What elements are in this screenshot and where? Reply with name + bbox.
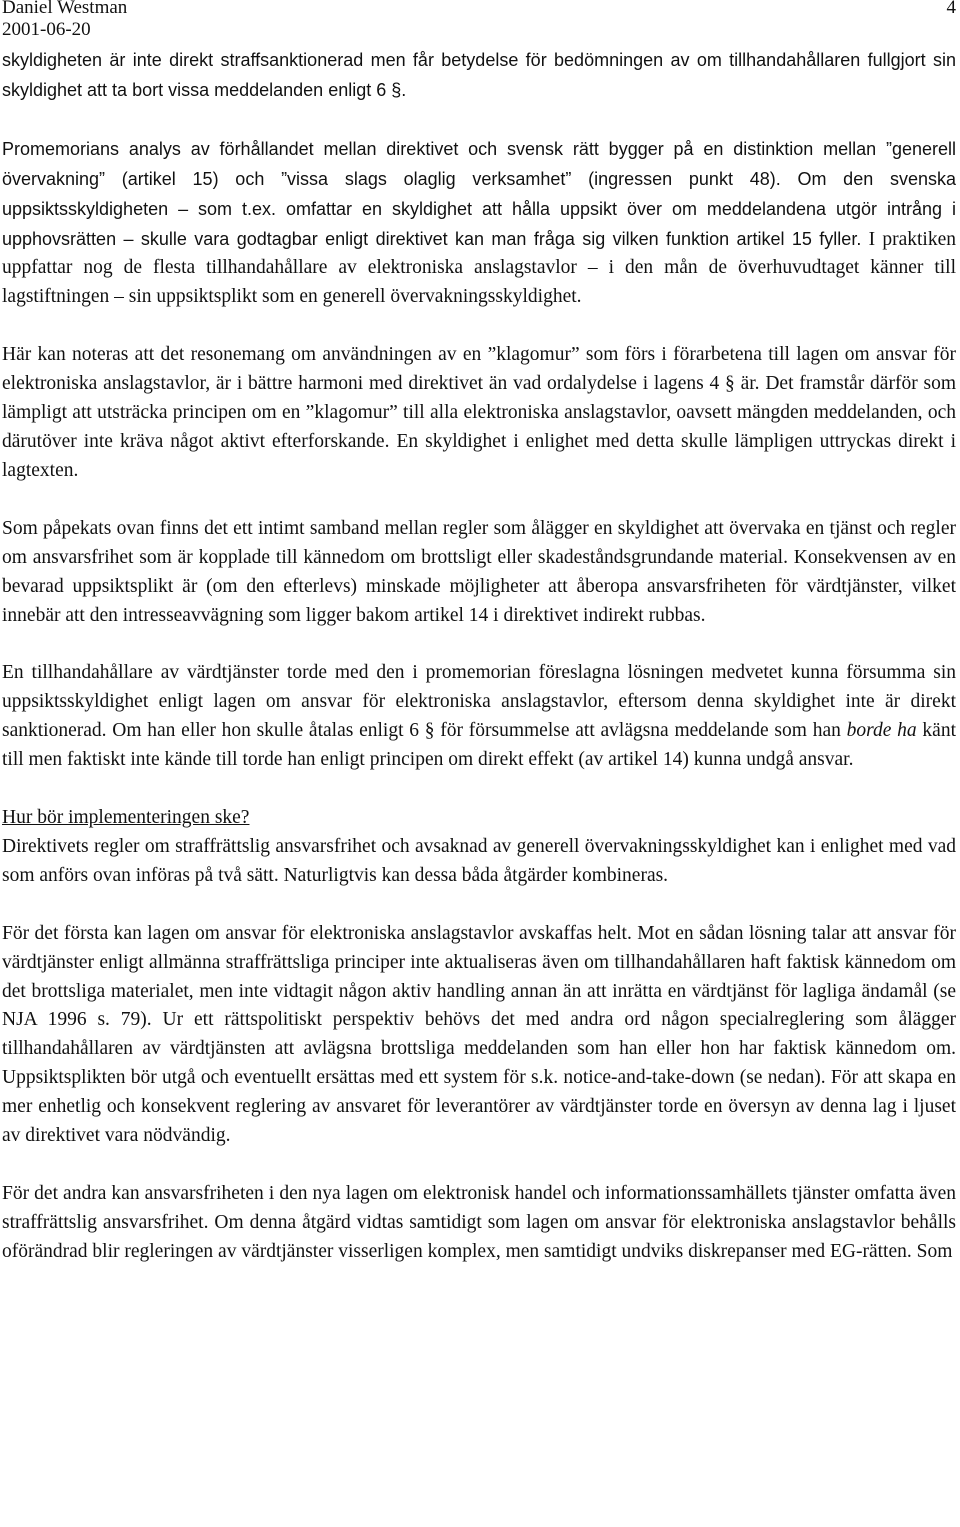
document-body	[2, 46, 956, 1267]
paragraph-1: skyldigheten är inte direkt straffsanktionerad men får betydelse för bedömningen av om tillhandahållaren fullgjort sin skyldighet att ta bort vissa meddelanden enligt 6 §.	[2, 50, 956, 100]
paragraph-2: Promemorians analys av förhållandet mellan direktivet och svensk rätt bygger på en distinktion mellan ”generell övervakning” (artikel 15) och ”vissa slags olaglig verksamhet” (ingressen punkt 48). Om den svenska uppsiktsskyldigheten – som t.ex. omfattar en skyldighet att hålla uppsikt över om meddelandena utgör intrång i upphovsrätten – skulle vara godtagbar enligt direktivet kan man fråga sig vilken funktion artikel 15 fyller. I praktiken uppfattar nog de flesta tillhandahållare av elektroniska anslagstavlor – i den mån de överhuvudtaget känner till lagstiftningen – sin uppsiktsplikt som en generell övervakningsskyldighet.	[2, 138, 956, 308]
section-heading: Hur bör implementeringen ske?	[2, 807, 250, 829]
paragraph-8: För det andra kan ansvarsfriheten i den nya lagen om elektronisk handel och informationssamhällets tjänster omfatta även straffrättslig ansvarsfrihet. Om denna åtgärd vidtas samtidigt som lagen om ansvar för elektroniska anslagstavlor behålls oförändrad blir regleringen av värdtjänster visserligen komplex, men samtidigt undviks diskrepanser med EG-rätten. Som	[2, 1183, 956, 1262]
paragraph-7: För det första kan lagen om ansvar för elektroniska anslagstavlor avskaffas helt. Mot en sådan lösning talar att ansvar för värdtjänster enligt allmänna straffrättsliga principer inte aktualiseras även om tillhandahållaren haft faktisk kännedom om det brottsliga materialet, men inte vidtagit någon aktiv handling annan än att inrätta en värdtjänst för lagliga ändamål (se NJA 1996 s. 79). Ur ett rättspolitiskt perspektiv behövs det med andra ord någon specialreglering som ålägger tillhandahållaren av värdtjänsten att avlägsna brottsliga meddelanden som han eller hon har faktisk kännedom om. Uppsiktsplikten bör utgå och eventuellt ersättas med ett system för s.k. notice-and-take-down (se nedan). För att skapa en mer enhetlig och konsekvent reglering av ansvaret för leverantörer av värdtjänster torde en översyn av denna lag i ljuset av direktivet vara nödvändig.	[2, 922, 956, 1147]
paragraph-4: Som påpekats ovan finns det ett intimt samband mellan regler som ålägger en skyldighet att övervaka en tjänst och regler om ansvarsfrihet som är kopplade till kännedom om brottsligt eller skadeståndsgrundande material. Konsekvensen av en bevarad uppsiktsplikt är (om den efterlevs) minskade möjligheter att åberopa ansvarsfriheten för värdtjänster, vilket innebär att den intresseavvägning som ligger bakom artikel 14 i direktivet indirekt rubbas.	[2, 517, 956, 626]
header-author: Daniel Westman	[2, 0, 128, 18]
header-date: 2001-06-20	[2, 19, 91, 40]
paragraph-6: Direktivets regler om straffrättslig ansvarsfrihet och avsaknad av generell övervakningsskyldighet kan i enlighet med vad som anförs ovan införas på två sätt. Naturligtvis kan dessa båda åtgärder kombineras.	[2, 835, 956, 886]
page-header	[2, 0, 956, 46]
document-page	[2, 0, 956, 1296]
paragraph-5: En tillhandahållare av värdtjänster torde med den i promemorian föreslagna lösningen medvetet kunna försumma sin uppsiktsskyldighet enligt lagen om ansvar för elektroniska anslagstavlor, eftersom denna skyldighet inte är direkt sanktionerad. Om han eller hon skulle åtalas enligt 6 § för försummelse att avlägsna meddelande som han borde ha känt till men faktiskt inte kände till torde han enligt principen om direkt effekt (av artikel 14) kunna undgå ansvar.	[2, 662, 956, 771]
paragraph-3: Här kan noteras att det resonemang om användningen av en ”klagomur” som förs i förarbetena till lagen om ansvar för elektroniska anslagstavlor, är i bättre harmoni med direktivet än vad ordalydelse i lagens 4 § är. Det framstår därför som lämpligt att utsträcka principen om en ”klagomur” till alla elektroniska anslagstavlor, oavsett mängden meddelanden, och därutöver inte kräva något aktivt efterforskande. En skyldighet i enlighet med detta skulle lämpligen uttryckas direkt i lagtexten.	[2, 344, 956, 481]
page-number: 4	[946, 0, 956, 18]
emphasis-borde-ha: borde ha	[846, 720, 917, 742]
